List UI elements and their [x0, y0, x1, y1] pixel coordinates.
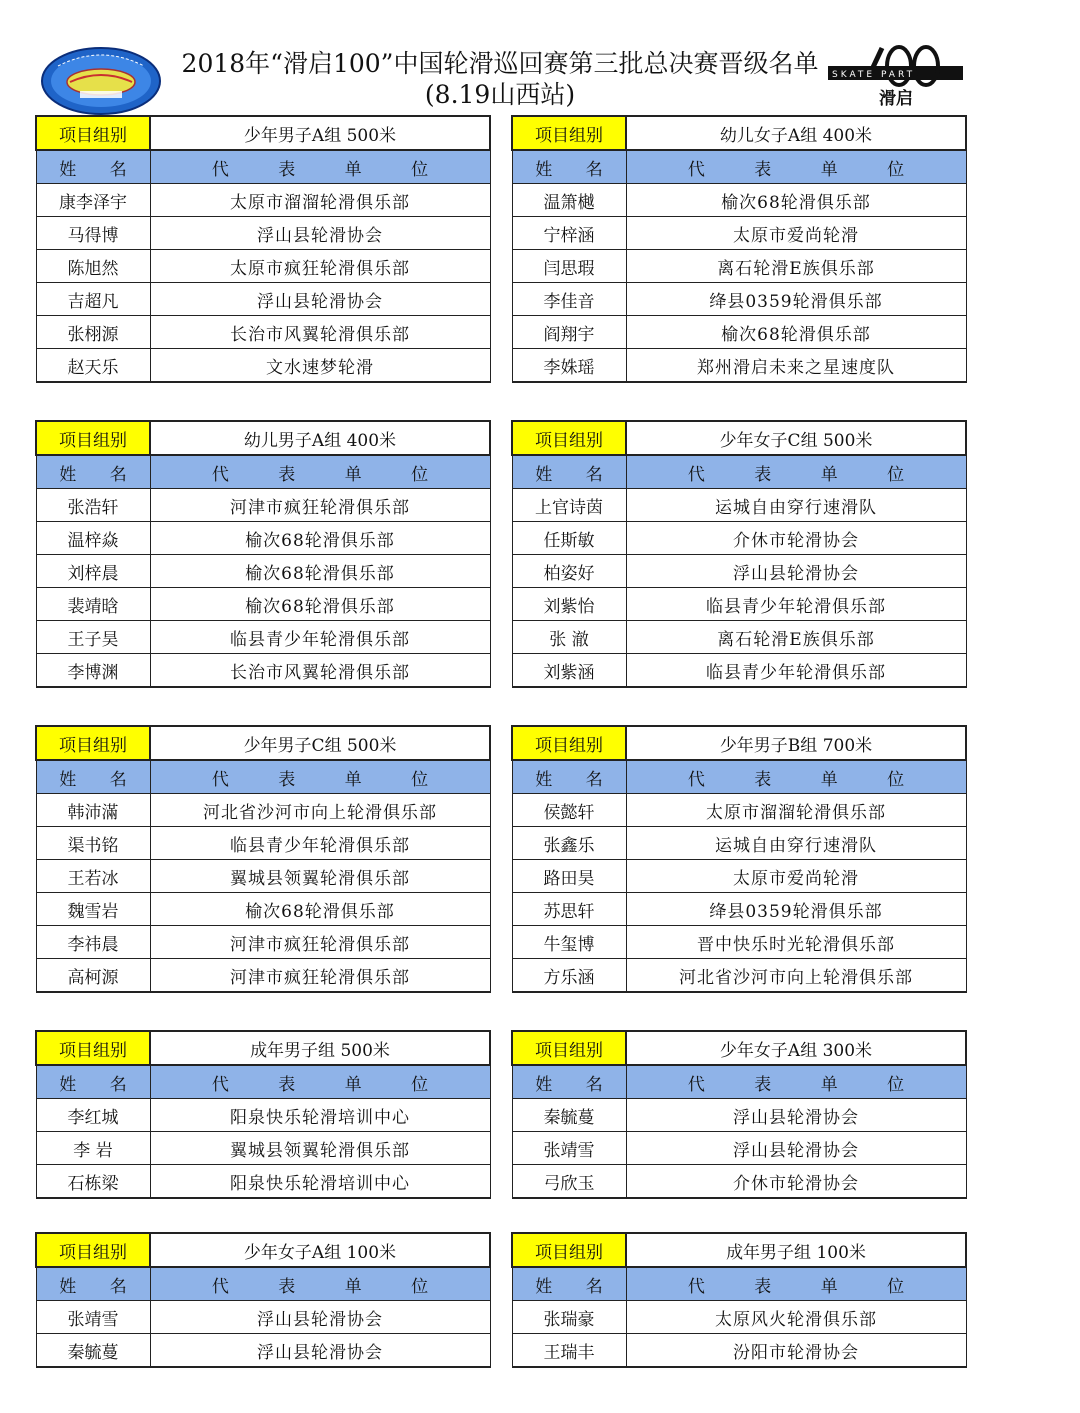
club-name: 文水速梦轮滑: [150, 349, 490, 383]
club-name: 河津市疯狂轮滑俱乐部: [150, 926, 490, 959]
athlete-name: 柏姿好: [512, 555, 626, 588]
athlete-name: 任斯敏: [512, 522, 626, 555]
athlete-name: 张靖雪: [512, 1132, 626, 1165]
table-row: [512, 1099, 966, 1132]
event-name: 少年女子A组 100米: [150, 1233, 490, 1267]
athlete-name: 李红城: [36, 1099, 150, 1132]
table-row: [512, 621, 966, 654]
group-label: 项目组别: [512, 1031, 626, 1065]
unit-column-header: 代 表 单 位: [626, 1267, 966, 1301]
table-row: [512, 184, 966, 217]
club-name: 浮山县轮滑协会: [626, 555, 966, 588]
club-name: 太原市溜溜轮滑俱乐部: [150, 184, 490, 217]
name-column-header: 姓 名: [36, 455, 150, 489]
table-row: [36, 654, 490, 688]
athlete-name: 阎翔宇: [512, 316, 626, 349]
table-row: [36, 217, 490, 250]
event-name: 少年女子C组 500米: [626, 421, 966, 455]
event-name: 少年男子B组 700米: [626, 726, 966, 760]
table-row: [36, 1334, 490, 1368]
table-row: [36, 959, 490, 993]
table-row: [36, 1132, 490, 1165]
athlete-name: 秦毓蔓: [36, 1334, 150, 1368]
club-name: 介休市轮滑协会: [626, 1165, 966, 1199]
table-row: [512, 860, 966, 893]
table-row: [512, 959, 966, 993]
club-name: 临县青少年轮滑俱乐部: [150, 827, 490, 860]
table-row: [512, 349, 966, 383]
athlete-name: 弓欣玉: [512, 1165, 626, 1199]
club-name: 运城自由穿行速滑队: [626, 489, 966, 522]
table-row: [512, 654, 966, 688]
table-row: [36, 794, 490, 827]
table-row: [36, 489, 490, 522]
table-row: [36, 827, 490, 860]
athlete-name: 温箫樾: [512, 184, 626, 217]
athlete-name: 王瑞丰: [512, 1334, 626, 1368]
athlete-name: 赵天乐: [36, 349, 150, 383]
athlete-name: 李博渊: [36, 654, 150, 688]
event-table: [35, 1030, 491, 1199]
group-label: 项目组别: [36, 421, 150, 455]
athlete-name: 宁梓涵: [512, 217, 626, 250]
name-column-header: 姓 名: [36, 150, 150, 184]
athlete-name: 秦毓蔓: [512, 1099, 626, 1132]
club-name: 榆次68轮滑俱乐部: [150, 893, 490, 926]
club-name: 翼城县领翼轮滑俱乐部: [150, 860, 490, 893]
club-name: 浮山县轮滑协会: [626, 1132, 966, 1165]
unit-column-header: 代 表 单 位: [150, 1267, 490, 1301]
unit-column-header: 代 表 单 位: [626, 1065, 966, 1099]
club-name: 汾阳市轮滑协会: [626, 1334, 966, 1368]
logo-cn-text: 滑启: [879, 89, 913, 109]
athlete-name: 渠书铭: [36, 827, 150, 860]
table-row: [512, 555, 966, 588]
table-row: [512, 316, 966, 349]
event-table: [511, 725, 967, 993]
club-name: 河北省沙河市向上轮滑俱乐部: [150, 794, 490, 827]
table-row: [512, 1132, 966, 1165]
group-label: 项目组别: [36, 1031, 150, 1065]
athlete-name: 王若冰: [36, 860, 150, 893]
logo-100-icon: [828, 44, 963, 90]
page-title: 2018年“滑启100”中国轮滑巡回赛第三批总决赛晋级名单: [181, 49, 819, 78]
event-table: [511, 115, 967, 383]
club-name: 太原市溜溜轮滑俱乐部: [626, 794, 966, 827]
table-row: [36, 349, 490, 383]
table-row: [36, 893, 490, 926]
table-row: [36, 184, 490, 217]
athlete-name: 方乐涵: [512, 959, 626, 993]
event-table: [35, 1232, 491, 1368]
table-row: [512, 926, 966, 959]
header: [0, 0, 1080, 115]
athlete-name: 张靖雪: [36, 1301, 150, 1334]
name-column-header: 姓 名: [36, 1267, 150, 1301]
table-row: [36, 621, 490, 654]
table-row: [36, 316, 490, 349]
table-row: [36, 588, 490, 621]
athlete-name: 王子昊: [36, 621, 150, 654]
name-column-header: 姓 名: [512, 1065, 626, 1099]
page-subtitle: (8.19山西站): [424, 80, 576, 109]
club-name: 绛县0359轮滑俱乐部: [626, 893, 966, 926]
club-name: 榆次68轮滑俱乐部: [150, 522, 490, 555]
unit-column-header: 代 表 单 位: [150, 760, 490, 794]
club-name: 临县青少年轮滑俱乐部: [150, 621, 490, 654]
athlete-name: 张栩源: [36, 316, 150, 349]
unit-column-header: 代 表 单 位: [150, 1065, 490, 1099]
unit-column-header: 代 表 单 位: [150, 455, 490, 489]
club-name: 浮山县轮滑协会: [150, 283, 490, 316]
club-name: 河津市疯狂轮滑俱乐部: [150, 489, 490, 522]
event-table: [35, 115, 491, 383]
table-row: [36, 1099, 490, 1132]
name-column-header: 姓 名: [512, 1267, 626, 1301]
club-name: 太原市疯狂轮滑俱乐部: [150, 250, 490, 283]
unit-column-header: 代 表 单 位: [626, 455, 966, 489]
association-logo-icon: [40, 46, 162, 116]
group-label: 项目组别: [512, 421, 626, 455]
name-column-header: 姓 名: [512, 150, 626, 184]
table-row: [512, 893, 966, 926]
table-row: [36, 522, 490, 555]
athlete-name: 苏思轩: [512, 893, 626, 926]
table-row: [512, 1165, 966, 1199]
name-column-header: 姓 名: [512, 455, 626, 489]
club-name: 浮山县轮滑协会: [150, 1301, 490, 1334]
event-name: 少年男子C组 500米: [150, 726, 490, 760]
athlete-name: 韩沛滿: [36, 794, 150, 827]
event-table: [511, 1232, 967, 1368]
club-name: 太原市爱尚轮滑: [626, 860, 966, 893]
group-label: 项目组别: [36, 116, 150, 150]
table-row: [512, 489, 966, 522]
table-row: [36, 860, 490, 893]
event-name: 少年女子A组 300米: [626, 1031, 966, 1065]
club-name: 郑州滑启未来之星速度队: [626, 349, 966, 383]
table-row: [512, 794, 966, 827]
table-row: [512, 250, 966, 283]
group-label: 项目组别: [512, 726, 626, 760]
club-name: 榆次68轮滑俱乐部: [150, 555, 490, 588]
club-name: 榆次68轮滑俱乐部: [626, 316, 966, 349]
unit-column-header: 代 表 单 位: [626, 760, 966, 794]
athlete-name: 李祎晨: [36, 926, 150, 959]
table-row: [512, 827, 966, 860]
table-row: [512, 217, 966, 250]
event-name: 成年男子组 500米: [150, 1031, 490, 1065]
table-row: [512, 522, 966, 555]
athlete-name: 张鑫乐: [512, 827, 626, 860]
athlete-name: 牛玺博: [512, 926, 626, 959]
event-table: [511, 420, 967, 688]
athlete-name: 马得博: [36, 217, 150, 250]
athlete-name: 高柯源: [36, 959, 150, 993]
club-name: 浮山县轮滑协会: [150, 1334, 490, 1368]
club-name: 浮山县轮滑协会: [626, 1099, 966, 1132]
athlete-name: 李姝瑶: [512, 349, 626, 383]
club-name: 临县青少年轮滑俱乐部: [626, 654, 966, 688]
club-name: 阳泉快乐轮滑培训中心: [150, 1165, 490, 1199]
athlete-name: 张瑞豪: [512, 1301, 626, 1334]
athlete-name: 温梓焱: [36, 522, 150, 555]
group-label: 项目组别: [36, 1233, 150, 1267]
athlete-name: 魏雪岩: [36, 893, 150, 926]
athlete-name: 石栋梁: [36, 1165, 150, 1199]
club-name: 榆次68轮滑俱乐部: [150, 588, 490, 621]
club-name: 临县青少年轮滑俱乐部: [626, 588, 966, 621]
unit-column-header: 代 表 单 位: [150, 150, 490, 184]
name-column-header: 姓 名: [36, 1065, 150, 1099]
club-name: 太原风火轮滑俱乐部: [626, 1301, 966, 1334]
club-name: 河北省沙河市向上轮滑俱乐部: [626, 959, 966, 993]
athlete-name: 张 澈: [512, 621, 626, 654]
club-name: 河津市疯狂轮滑俱乐部: [150, 959, 490, 993]
event-name: 幼儿女子A组 400米: [626, 116, 966, 150]
name-column-header: 姓 名: [512, 760, 626, 794]
club-name: 离石轮滑E族俱乐部: [626, 250, 966, 283]
table-row: [36, 1301, 490, 1334]
athlete-name: 李佳音: [512, 283, 626, 316]
athlete-name: 闫思瑕: [512, 250, 626, 283]
skate-part-logo: [828, 44, 963, 114]
club-name: 离石轮滑E族俱乐部: [626, 621, 966, 654]
athlete-name: 李 岩: [36, 1132, 150, 1165]
athlete-name: 裴靖晗: [36, 588, 150, 621]
name-column-header: 姓 名: [36, 760, 150, 794]
athlete-name: 陈旭然: [36, 250, 150, 283]
athlete-name: 刘紫涵: [512, 654, 626, 688]
club-name: 运城自由穿行速滑队: [626, 827, 966, 860]
club-name: 长治市风翼轮滑俱乐部: [150, 654, 490, 688]
table-row: [512, 1334, 966, 1368]
table-row: [36, 250, 490, 283]
athlete-name: 侯懿轩: [512, 794, 626, 827]
group-label: 项目组别: [512, 1233, 626, 1267]
group-label: 项目组别: [36, 726, 150, 760]
club-name: 介休市轮滑协会: [626, 522, 966, 555]
table-row: [36, 283, 490, 316]
club-name: 晋中快乐时光轮滑俱乐部: [626, 926, 966, 959]
club-name: 浮山县轮滑协会: [150, 217, 490, 250]
event-table: [35, 725, 491, 993]
table-row: [36, 555, 490, 588]
athlete-name: 刘梓晨: [36, 555, 150, 588]
table-row: [512, 283, 966, 316]
club-name: 榆次68轮滑俱乐部: [626, 184, 966, 217]
club-name: 阳泉快乐轮滑培训中心: [150, 1099, 490, 1132]
club-name: 长治市风翼轮滑俱乐部: [150, 316, 490, 349]
event-name: 成年男子组 100米: [626, 1233, 966, 1267]
club-name: 翼城县领翼轮滑俱乐部: [150, 1132, 490, 1165]
table-row: [36, 926, 490, 959]
table-row: [512, 588, 966, 621]
club-name: 绛县0359轮滑俱乐部: [626, 283, 966, 316]
event-table: [35, 420, 491, 688]
athlete-name: 上官诗茵: [512, 489, 626, 522]
table-row: [512, 1301, 966, 1334]
athlete-name: 路田昊: [512, 860, 626, 893]
event-name: 幼儿男子A组 400米: [150, 421, 490, 455]
table-row: [36, 1165, 490, 1199]
event-name: 少年男子A组 500米: [150, 116, 490, 150]
athlete-name: 张浩轩: [36, 489, 150, 522]
club-name: 太原市爱尚轮滑: [626, 217, 966, 250]
event-table: [511, 1030, 967, 1199]
unit-column-header: 代 表 单 位: [626, 150, 966, 184]
athlete-name: 康李泽宇: [36, 184, 150, 217]
group-label: 项目组别: [512, 116, 626, 150]
athlete-name: 吉超凡: [36, 283, 150, 316]
athlete-name: 刘紫怡: [512, 588, 626, 621]
logo-band-text: SKATE PART: [832, 70, 916, 80]
